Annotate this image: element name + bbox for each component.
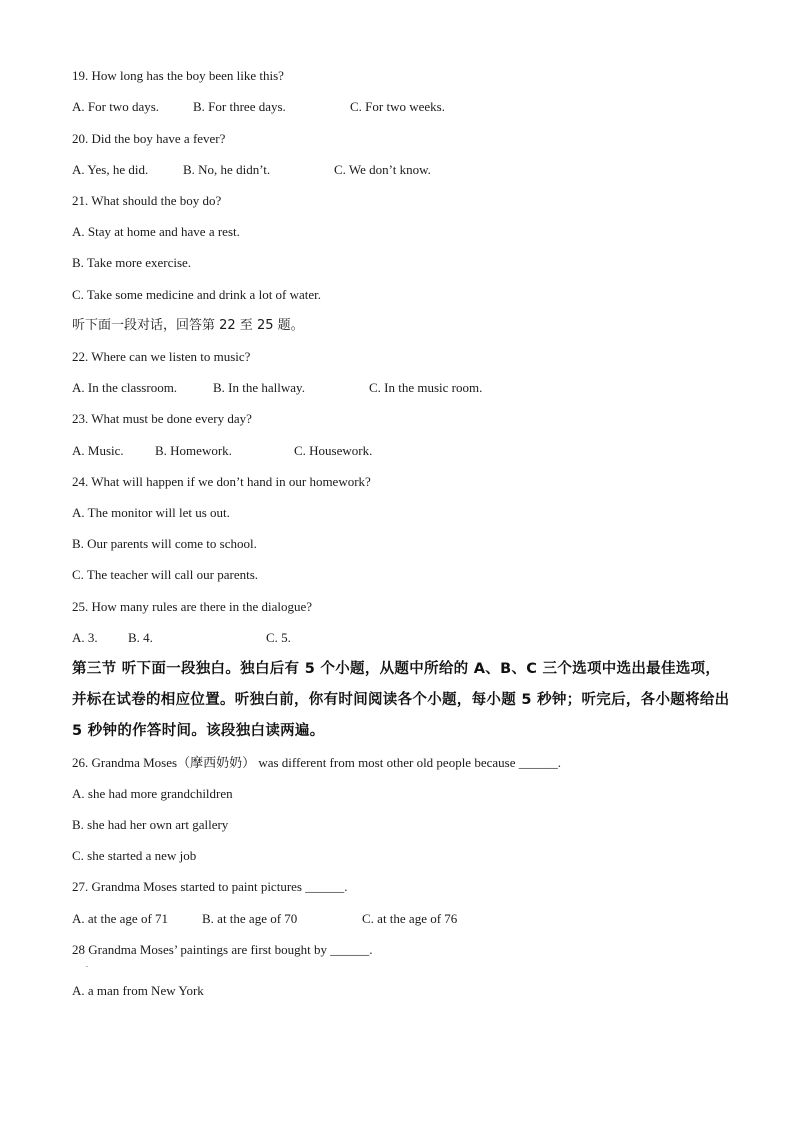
question-26-option-b: B. she had her own art gallery: [72, 817, 229, 832]
option-b: B. 4.: [128, 630, 153, 645]
option-b: B. at the age of 70: [202, 911, 298, 926]
option-b: B. No, he didn’t.: [183, 162, 271, 177]
option-b: B. In the hallway.: [213, 380, 305, 395]
option-c: C. Housework.: [294, 443, 373, 458]
option-c: C. For two weeks.: [350, 99, 445, 114]
question-28-option-a: A. a man from New York: [72, 983, 204, 998]
question-26-option-c: C. she started a new job: [72, 848, 197, 863]
option-c: C. at the age of 76: [362, 911, 458, 926]
question-21-option-b: B. Take more exercise.: [72, 255, 192, 270]
question-27: 27. Grandma Moses started to paint pictures ______.: [72, 879, 348, 894]
section-3-instructions: 第三节 听下面一段独白。独白后有 5 个小题，从题中所给的 A、B、C 三个选项中选出最佳选项，并标在试卷的相应位置。听独白前，你有时间阅读各个小题，每小题 5 秒钟；听完后，各小题将给出 5 秒钟的作答时间。该段独白读两遍。: [72, 661, 730, 739]
option-b: B. Homework.: [155, 443, 232, 458]
question-28: 28 Grandma Moses’ paintings are first bought by ______.: [72, 942, 373, 957]
option-a: A. Music.: [72, 443, 124, 458]
question-19: 19. How long has the boy been like this?: [72, 68, 284, 83]
option-c: C. 5.: [266, 630, 291, 645]
question-21-option-a: A. Stay at home and have a rest.: [72, 224, 240, 239]
question-24-option-b: B. Our parents will come to school.: [72, 536, 257, 551]
option-a: A. 3.: [72, 630, 98, 645]
question-25: 25. How many rules are there in the dialogue?: [72, 599, 313, 614]
question-24: 24. What will happen if we don’t hand in our homework?: [72, 474, 371, 489]
option-a: A. For two days.: [72, 99, 160, 114]
question-20: 20. Did the boy have a fever?: [72, 131, 226, 146]
question-26-option-a: A. she had more grandchildren: [72, 786, 233, 801]
option-c: C. We don’t know.: [334, 162, 431, 177]
question-26: 26. Grandma Moses（摩西奶奶） was different from most other old people because ______.: [72, 755, 561, 770]
stray-dot: .: [86, 960, 88, 969]
question-24-option-c: C. The teacher will call our parents.: [72, 567, 259, 582]
option-c: C. In the music room.: [369, 380, 483, 395]
instruction-22-25: 听下面一段对话，回答第 22 至 25 题。: [72, 318, 304, 333]
question-21: 21. What should the boy do?: [72, 193, 222, 208]
option-a: A. at the age of 71: [72, 911, 169, 926]
option-a: A. Yes, he did.: [72, 162, 149, 177]
question-22: 22. Where can we listen to music?: [72, 349, 251, 364]
question-24-option-a: A. The monitor will let us out.: [72, 505, 230, 520]
question-23: 23. What must be done every day?: [72, 411, 252, 426]
option-a: A. In the classroom.: [72, 380, 178, 395]
option-b: B. For three days.: [193, 99, 286, 114]
question-21-option-c: C. Take some medicine and drink a lot of water.: [72, 287, 322, 302]
